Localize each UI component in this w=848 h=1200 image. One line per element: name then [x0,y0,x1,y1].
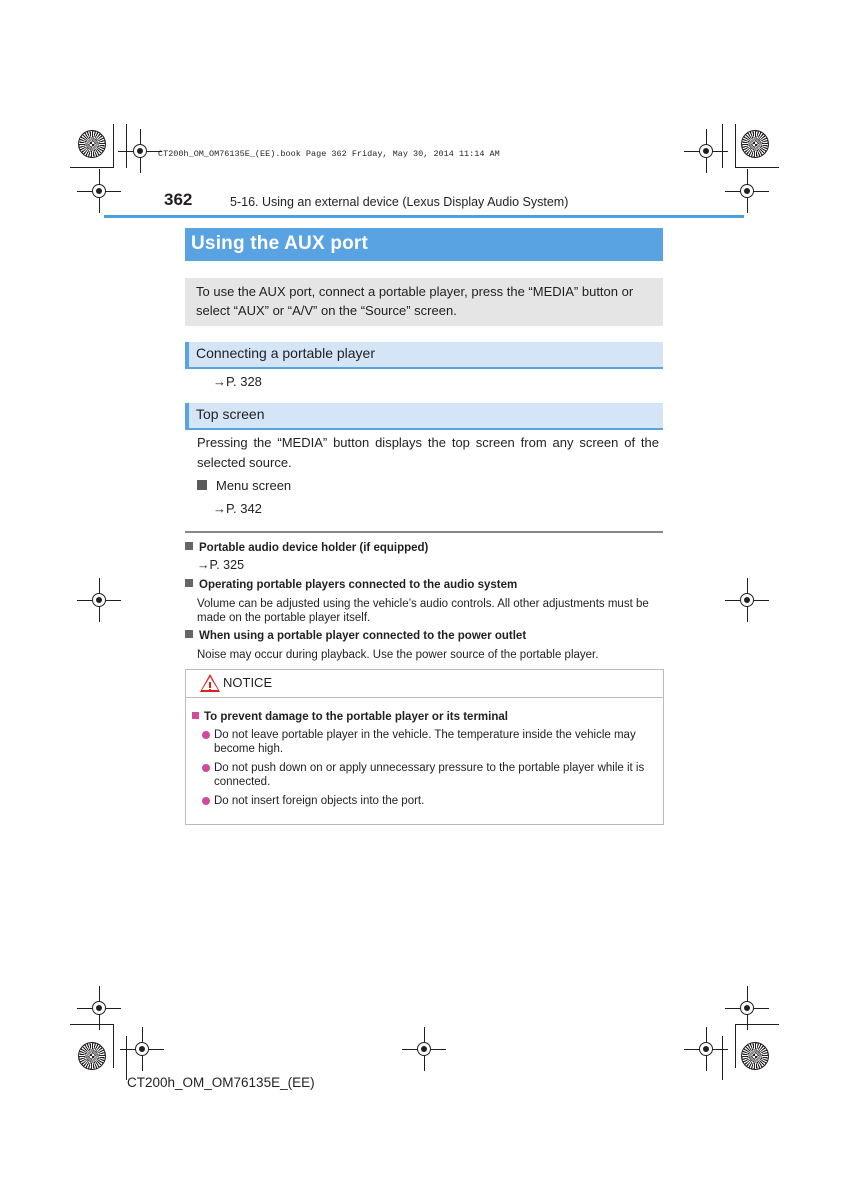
menu-screen-label: Menu screen [216,478,292,493]
crop-line [735,1024,779,1025]
intro-text: To use the AUX port, connect a portable player, press the “MEDIA” button or select “AUX” or “A/V” on the “Source” screen. [196,284,634,318]
pink-bullet-icon [202,797,210,805]
subheading-accent [185,403,189,428]
crop-line [735,124,736,168]
menu-screen-heading [197,476,291,496]
crop-line [113,1024,114,1068]
notice-item [202,761,662,789]
crop-line [722,124,723,168]
crop-line [126,1036,127,1080]
notice-label: NOTICE [223,675,273,690]
square-marker-icon [185,579,193,587]
subheading-top-screen: Top screen [196,406,265,422]
note-text: Noise may occur during playback. Use the power source of the portable player. [197,649,599,661]
subheading-bar [185,342,663,369]
notice-box [185,669,664,825]
cross-reference: →P. 328 [213,374,262,389]
subheading-accent [185,342,189,367]
square-marker-icon [192,712,199,719]
page-title-bar [185,228,663,261]
note-text: →P. 325 [197,558,245,572]
note-heading-text: Operating portable players connected to the audio system [199,579,518,591]
registration-rosette-top-right [741,130,769,158]
intro-box [185,278,663,326]
footer-code: CT200h_OM_OM76135E_(EE) [127,1075,315,1090]
square-marker-icon [185,630,193,638]
print-slug: CT200h_OM_OM76135E_(EE).book Page 362 Friday, May 30, 2014 11:14 AM [158,149,500,159]
square-marker-icon [197,480,207,490]
square-marker-icon [185,542,193,550]
note-heading [185,629,526,643]
pink-bullet-icon [202,764,210,772]
subheading-connecting: Connecting a portable player [196,345,376,361]
note-heading-text: Portable audio device holder (if equipped) [199,542,429,554]
crop-line [735,1024,736,1068]
note-text: Volume can be adjusted using the vehicle’s audio controls. All other adjustments must be made on the portable player itself. [197,598,649,624]
crop-line [113,124,114,168]
notice-item-text: Do not leave portable player in the vehicle. The temperature inside the vehicle may become high. [214,729,636,755]
warning-triangle-icon [200,674,220,692]
top-screen-text: Pressing the “MEDIA” button displays the top screen from any screen of the selected source. [197,435,659,470]
note-heading [185,578,517,592]
notice-heading-text: To prevent damage to the portable player or its terminal [204,711,508,723]
cross-reference: →P. 342 [213,501,262,516]
registration-rosette-bottom-right [741,1042,769,1070]
page-number: 362 [164,190,193,209]
header-rule [104,215,744,218]
crop-line [722,1036,723,1080]
note-heading [185,541,428,555]
crop-line [70,167,114,168]
subheading-bar [185,403,663,430]
crop-line [70,1024,114,1025]
notice-item [202,728,662,756]
notice-item-text: Do not insert foreign objects into the port. [214,795,425,807]
registration-rosette-top-left [78,130,106,158]
notes-divider [185,531,663,533]
section-header: 5-16. Using an external device (Lexus Display Audio System) [230,195,569,209]
notice-item [202,794,662,808]
notice-item-text: Do not push down on or apply unnecessary pressure to the portable player while it is connected. [214,762,645,788]
crop-line [126,124,127,168]
notice-header [186,670,663,698]
note-heading-text: When using a portable player connected to the power outlet [199,630,527,642]
notice-heading [192,710,508,724]
page-title: Using the AUX port [191,233,369,254]
crop-line [735,167,779,168]
pink-bullet-icon [202,731,210,739]
registration-rosette-bottom-left [78,1042,106,1070]
